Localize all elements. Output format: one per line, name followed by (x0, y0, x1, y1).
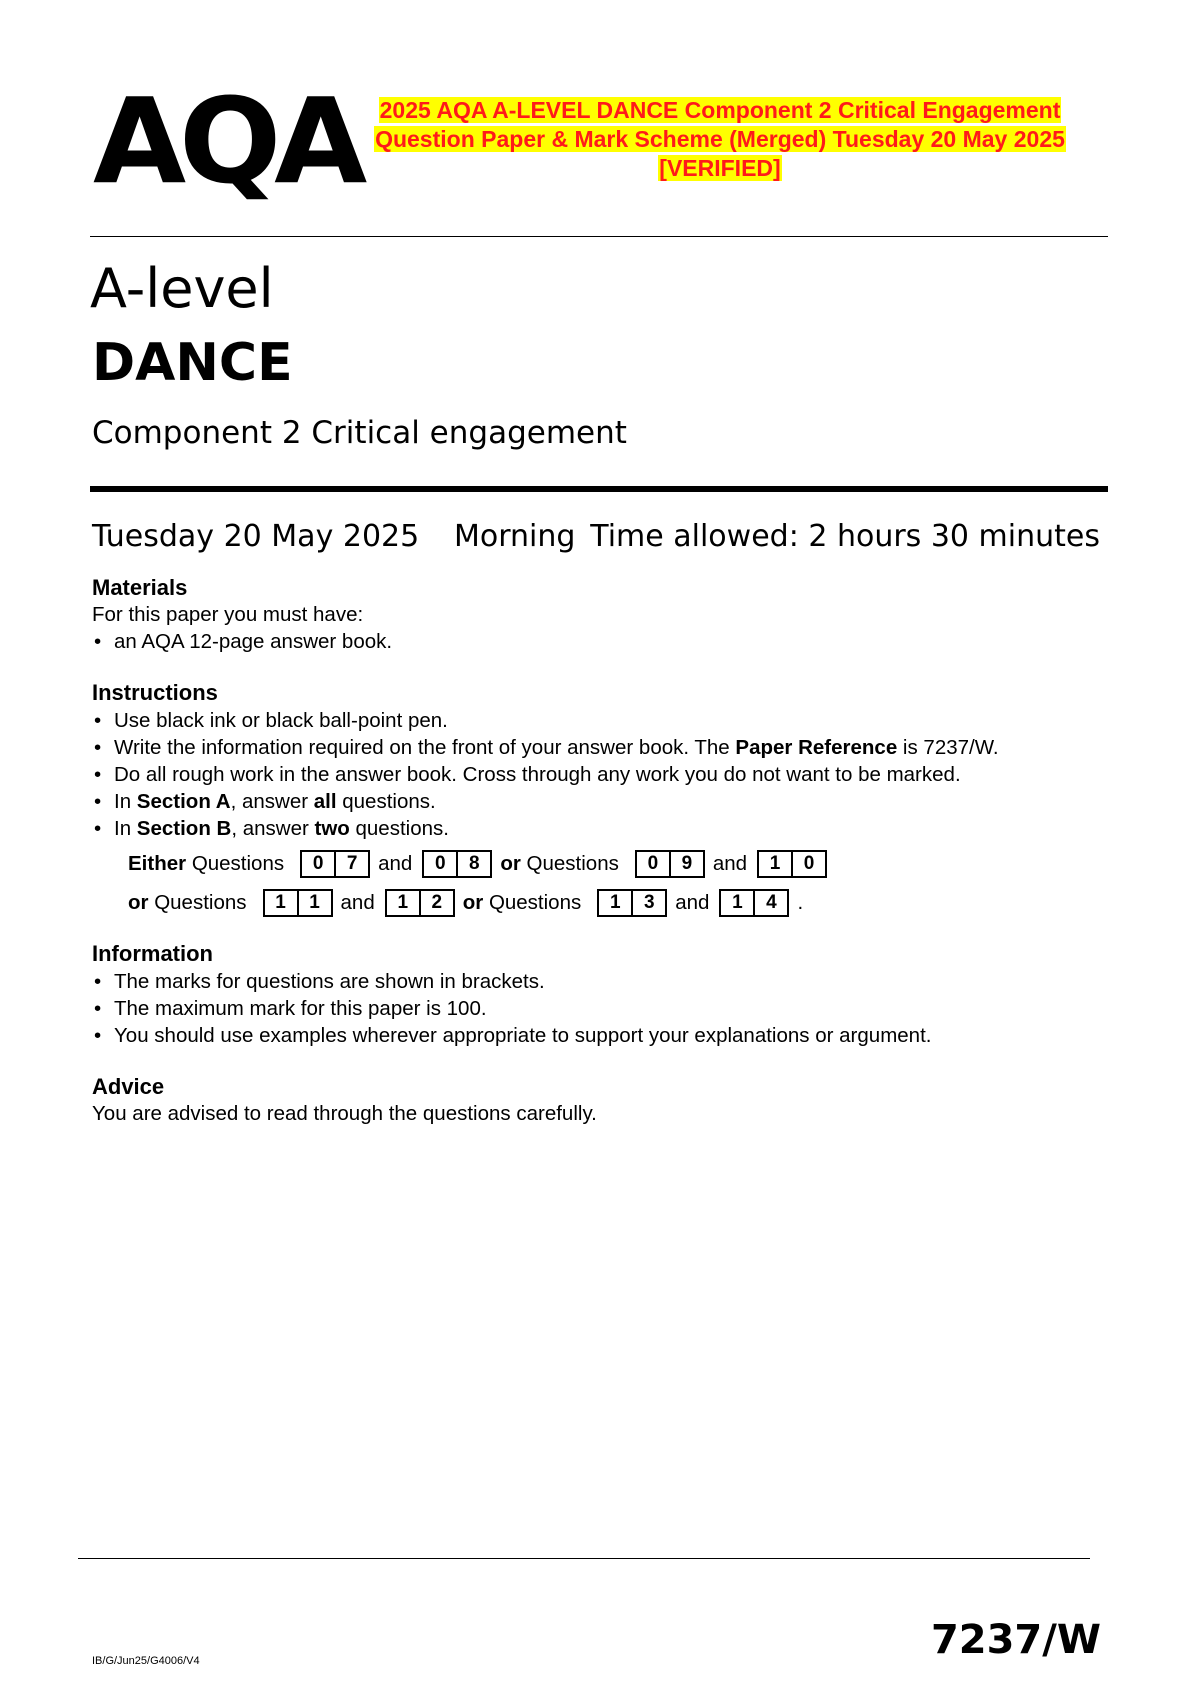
question-choice-row-2: or Questions 1 1 and 1 2 or Questions 1 3 and 1 4 . (128, 889, 803, 917)
list-item: • The maximum mark for this paper is 100. (92, 995, 931, 1022)
paper-code: 7237/W (930, 1617, 1101, 1663)
question-box-08: 0 8 (422, 850, 492, 878)
instructions-heading: Instructions (92, 680, 218, 705)
materials-intro: For this paper you must have: (92, 603, 364, 626)
question-box-07: 0 7 (300, 850, 370, 878)
banner-line-1: 2025 AQA A-LEVEL DANCE Component 2 Critical Engagement (379, 97, 1061, 123)
information-heading: Information (92, 941, 213, 966)
component-title: Component 2 Critical engagement (92, 415, 627, 451)
subject-title: DANCE (92, 333, 293, 393)
list-item: • You should use examples wherever appropriate to support your explanations or argument. (92, 1022, 931, 1049)
instructions-list (92, 707, 999, 842)
question-box-11: 1 1 (263, 889, 333, 917)
list-item: • Write the information required on the front of your answer book. The Paper Reference is 7237/W. (92, 734, 999, 761)
question-box-14: 1 4 (719, 889, 789, 917)
question-box-09: 0 9 (635, 850, 705, 878)
time-allowed: Time allowed: 2 hours 30 minutes (590, 519, 1100, 554)
question-box-10: 1 0 (757, 850, 827, 878)
list-item: • The marks for questions are shown in brackets. (92, 968, 931, 995)
aqa-logo: AQA (93, 72, 361, 210)
question-box-13: 1 3 (597, 889, 667, 917)
advice-text: You are advised to read through the questions carefully. (92, 1102, 597, 1125)
question-box-12: 1 2 (385, 889, 455, 917)
list-item: • Use black ink or black ball-point pen. (92, 707, 999, 734)
materials-list (92, 628, 392, 655)
top-divider (90, 236, 1108, 237)
information-list (92, 968, 931, 1049)
footer-divider (78, 1558, 1090, 1559)
list-item: • In Section B, answer two questions. (92, 815, 999, 842)
list-item: • an AQA 12-page answer book. (92, 628, 392, 655)
exam-date: Tuesday 20 May 2025 (92, 519, 420, 554)
list-item: • Do all rough work in the answer book. Cross through any work you do not want to be marked. (92, 761, 999, 788)
qualification-level: A-level (90, 257, 274, 320)
heavy-divider (90, 486, 1108, 492)
list-item: • In Section A, answer all questions. (92, 788, 999, 815)
exam-session: Morning (454, 519, 576, 554)
banner-line-3: [VERIFIED] (659, 155, 781, 181)
paper-reference-label: Paper Reference (735, 736, 898, 759)
banner-line-2: Question Paper & Mark Scheme (Merged) Tuesday 20 May 2025 (375, 126, 1065, 152)
materials-heading: Materials (92, 575, 188, 600)
footer-reference: IB/G/Jun25/G4006/V4 (92, 1655, 200, 1667)
question-choice-row-1: Either Questions 0 7 and 0 8 or Questions 0 9 and 1 0 (128, 850, 835, 878)
title-banner (340, 96, 1100, 183)
advice-heading: Advice (92, 1074, 165, 1099)
